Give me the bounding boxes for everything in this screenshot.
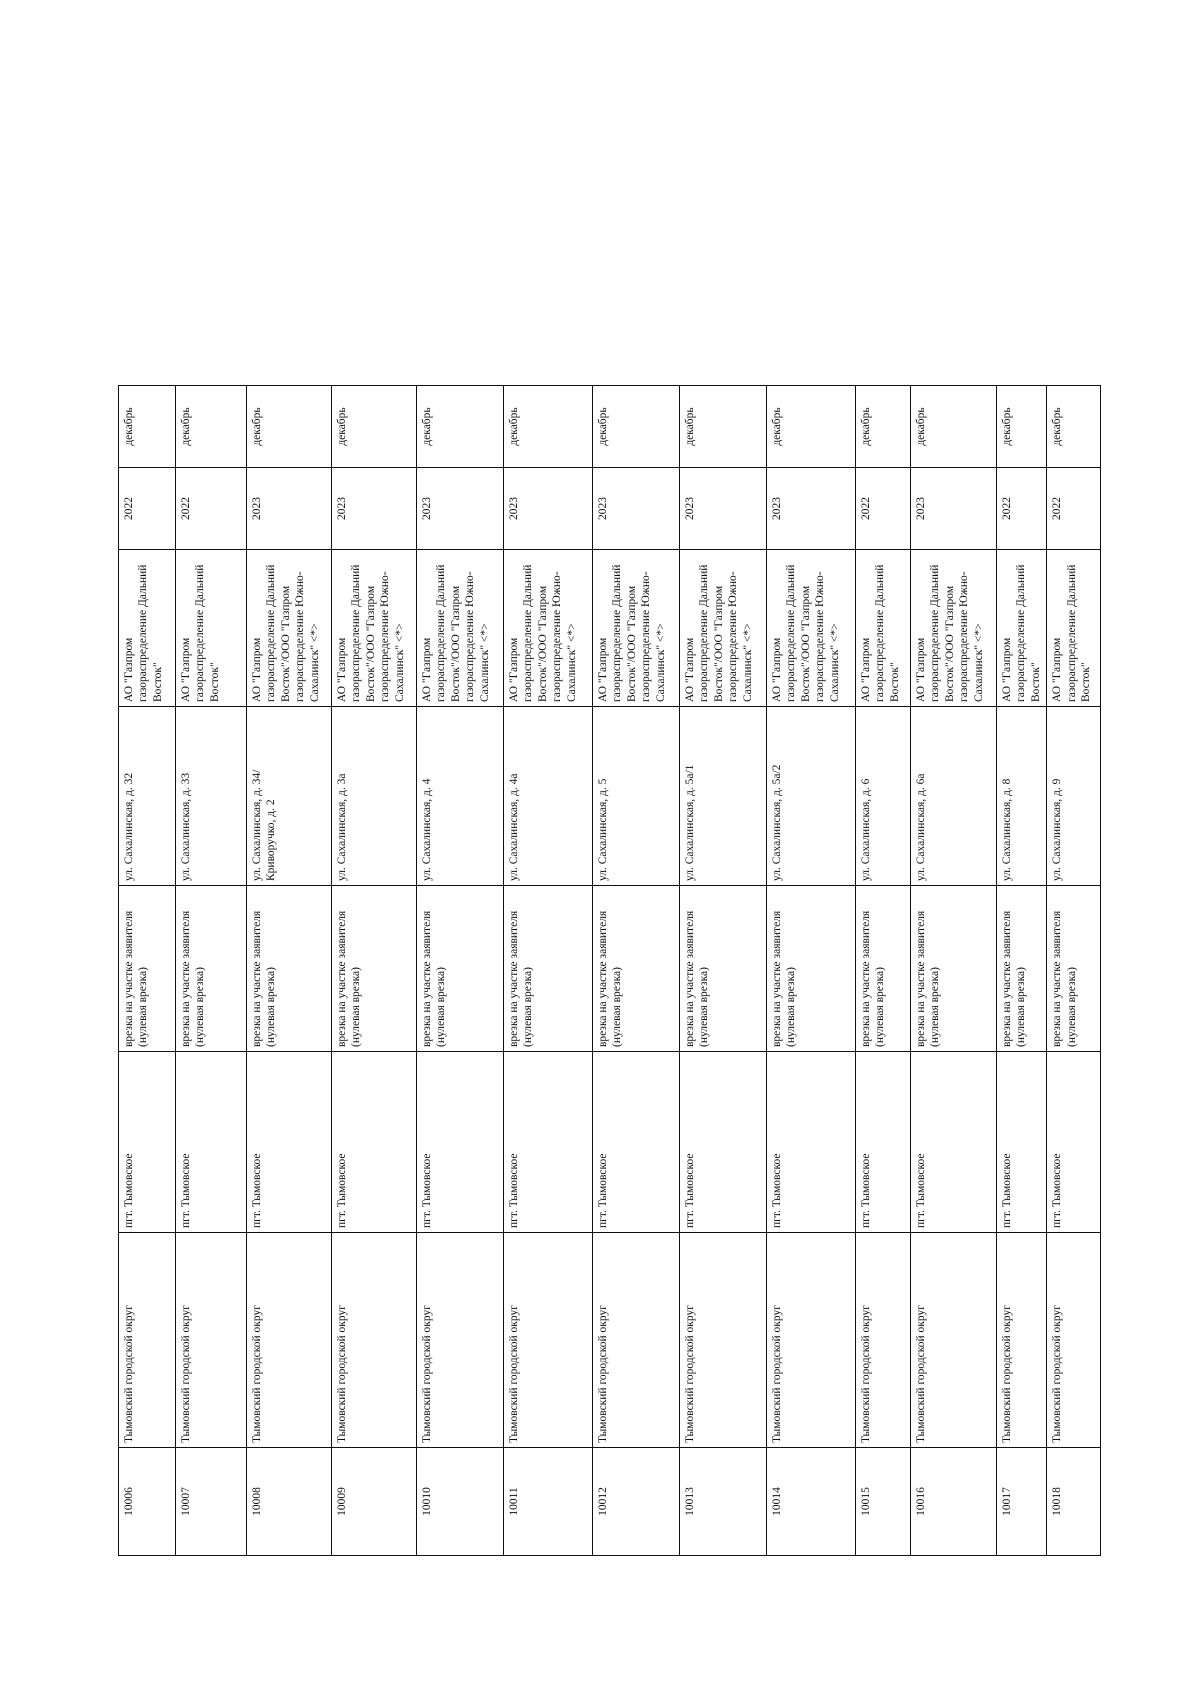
row-id: 10016 [911,1448,997,1556]
owner-cell: АО "Газпром газораспределение Дальний Восток"/ООО "Газпром газораспределение Южно-Сахалинск" <*> [417,550,504,707]
month-cell: декабрь [856,386,911,468]
district-cell: Тымовский городской округ [767,1233,856,1448]
rotated-table-container [118,386,1092,1556]
address-cell: ул. Сахалинская, д. 3а [332,707,417,886]
year-cell: 2023 [680,468,767,550]
row-id: 10006 [119,1448,176,1556]
address-cell: ул. Сахалинская, д. 34/Криворучко, д. 2 [247,707,332,886]
settlement-cell: пгт. Тымовское [332,1052,417,1233]
address-cell: ул. Сахалинская, д. 8 [997,707,1047,886]
table-row [997,386,1047,1556]
table-row [593,386,680,1556]
method-cell: врезка на участке заявителя (нулевая врезка) [247,886,332,1052]
month-cell: декабрь [119,386,176,468]
settlement-cell: пгт. Тымовское [593,1052,680,1233]
district-cell: Тымовский городской округ [593,1233,680,1448]
address-cell: ул. Сахалинская, д. 4 [417,707,504,886]
year-cell: 2023 [593,468,680,550]
address-cell: ул. Сахалинская, д. 6а [911,707,997,886]
settlement-cell: пгт. Тымовское [997,1052,1047,1233]
owner-cell: АО "Газпром газораспределение Дальний Восток" [119,550,176,707]
method-cell: врезка на участке заявителя (нулевая врезка) [680,886,767,1052]
district-cell: Тымовский городской округ [332,1233,417,1448]
address-cell: ул. Сахалинская, д. 6 [856,707,911,886]
table-row [856,386,911,1556]
year-cell: 2023 [417,468,504,550]
row-id: 10013 [680,1448,767,1556]
method-cell: врезка на участке заявителя (нулевая врезка) [119,886,176,1052]
year-cell: 2023 [247,468,332,550]
district-cell: Тымовский городской округ [247,1233,332,1448]
owner-cell: АО "Газпром газораспределение Дальний Восток"/ООО "Газпром газораспределение Южно-Сахалинск" <*> [680,550,767,707]
owner-cell: АО "Газпром газораспределение Дальний Восток" [997,550,1047,707]
owner-cell: АО "Газпром газораспределение Дальний Восток" [1047,550,1101,707]
address-cell: ул. Сахалинская, д. 5а/1 [680,707,767,886]
year-cell: 2023 [332,468,417,550]
settlement-cell: пгт. Тымовское [119,1052,176,1233]
owner-cell: АО "Газпром газораспределение Дальний Восток"/ООО "Газпром газораспределение Южно-Сахалинск" <*> [247,550,332,707]
table-row [767,386,856,1556]
table-row [680,386,767,1556]
district-cell: Тымовский городской округ [1047,1233,1101,1448]
address-cell: ул. Сахалинская, д. 9 [1047,707,1101,886]
year-cell: 2022 [997,468,1047,550]
district-cell: Тымовский городской округ [997,1233,1047,1448]
method-cell: врезка на участке заявителя (нулевая врезка) [417,886,504,1052]
table-row [119,386,176,1556]
month-cell: декабрь [1047,386,1101,468]
month-cell: декабрь [593,386,680,468]
method-cell: врезка на участке заявителя (нулевая врезка) [504,886,593,1052]
table-row [504,386,593,1556]
month-cell: декабрь [997,386,1047,468]
month-cell: декабрь [417,386,504,468]
row-id: 10011 [504,1448,593,1556]
address-cell: ул. Сахалинская, д. 32 [119,707,176,886]
month-cell: декабрь [911,386,997,468]
row-id: 10009 [332,1448,417,1556]
row-id: 10015 [856,1448,911,1556]
row-id: 10007 [176,1448,247,1556]
settlement-cell: пгт. Тымовское [247,1052,332,1233]
month-cell: декабрь [680,386,767,468]
year-cell: 2022 [119,468,176,550]
table-row [332,386,417,1556]
year-cell: 2022 [176,468,247,550]
method-cell: врезка на участке заявителя (нулевая врезка) [593,886,680,1052]
month-cell: декабрь [247,386,332,468]
address-cell: ул. Сахалинская, д. 33 [176,707,247,886]
row-id: 10014 [767,1448,856,1556]
owner-cell: АО "Газпром газораспределение Дальний Восток"/ООО "Газпром газораспределение Южно-Сахалинск" <*> [911,550,997,707]
district-cell: Тымовский городской округ [680,1233,767,1448]
owner-cell: АО "Газпром газораспределение Дальний Восток"/ООО "Газпром газораспределение Южно-Сахалинск" <*> [767,550,856,707]
method-cell: врезка на участке заявителя (нулевая врезка) [767,886,856,1052]
row-id: 10008 [247,1448,332,1556]
month-cell: декабрь [332,386,417,468]
settlement-cell: пгт. Тымовское [176,1052,247,1233]
year-cell: 2023 [767,468,856,550]
row-id: 10010 [417,1448,504,1556]
row-id: 10017 [997,1448,1047,1556]
owner-cell: АО "Газпром газораспределение Дальний Восток"/ООО "Газпром газораспределение Южно-Сахалинск" <*> [593,550,680,707]
owner-cell: АО "Газпром газораспределение Дальний Восток"/ООО "Газпром газораспределение Южно-Сахалинск" <*> [504,550,593,707]
table-row [417,386,504,1556]
gasification-table [118,385,1101,1556]
year-cell: 2023 [911,468,997,550]
settlement-cell: пгт. Тымовское [504,1052,593,1233]
district-cell: Тымовский городской округ [176,1233,247,1448]
owner-cell: АО "Газпром газораспределение Дальний Восток"/ООО "Газпром газораспределение Южно-Сахалинск" <*> [332,550,417,707]
method-cell: врезка на участке заявителя (нулевая врезка) [332,886,417,1052]
table-row [176,386,247,1556]
district-cell: Тымовский городской округ [504,1233,593,1448]
month-cell: декабрь [504,386,593,468]
method-cell: врезка на участке заявителя (нулевая врезка) [856,886,911,1052]
settlement-cell: пгт. Тымовское [767,1052,856,1233]
address-cell: ул. Сахалинская, д. 4а [504,707,593,886]
settlement-cell: пгт. Тымовское [417,1052,504,1233]
year-cell: 2022 [1047,468,1101,550]
row-id: 10018 [1047,1448,1101,1556]
table-row [1047,386,1101,1556]
district-cell: Тымовский городской округ [119,1233,176,1448]
district-cell: Тымовский городской округ [856,1233,911,1448]
month-cell: декабрь [176,386,247,468]
settlement-cell: пгт. Тымовское [911,1052,997,1233]
year-cell: 2022 [856,468,911,550]
owner-cell: АО "Газпром газораспределение Дальний Восток" [176,550,247,707]
address-cell: ул. Сахалинская, д. 5 [593,707,680,886]
settlement-cell: пгт. Тымовское [680,1052,767,1233]
district-cell: Тымовский городской округ [417,1233,504,1448]
row-id: 10012 [593,1448,680,1556]
method-cell: врезка на участке заявителя (нулевая врезка) [997,886,1047,1052]
address-cell: ул. Сахалинская, д. 5а/2 [767,707,856,886]
settlement-cell: пгт. Тымовское [856,1052,911,1233]
month-cell: декабрь [767,386,856,468]
method-cell: врезка на участке заявителя (нулевая врезка) [1047,886,1101,1052]
method-cell: врезка на участке заявителя (нулевая врезка) [911,886,997,1052]
district-cell: Тымовский городской округ [911,1233,997,1448]
table-row [911,386,997,1556]
year-cell: 2023 [504,468,593,550]
settlement-cell: пгт. Тымовское [1047,1052,1101,1233]
owner-cell: АО "Газпром газораспределение Дальний Восток" [856,550,911,707]
method-cell: врезка на участке заявителя (нулевая врезка) [176,886,247,1052]
table-row [247,386,332,1556]
